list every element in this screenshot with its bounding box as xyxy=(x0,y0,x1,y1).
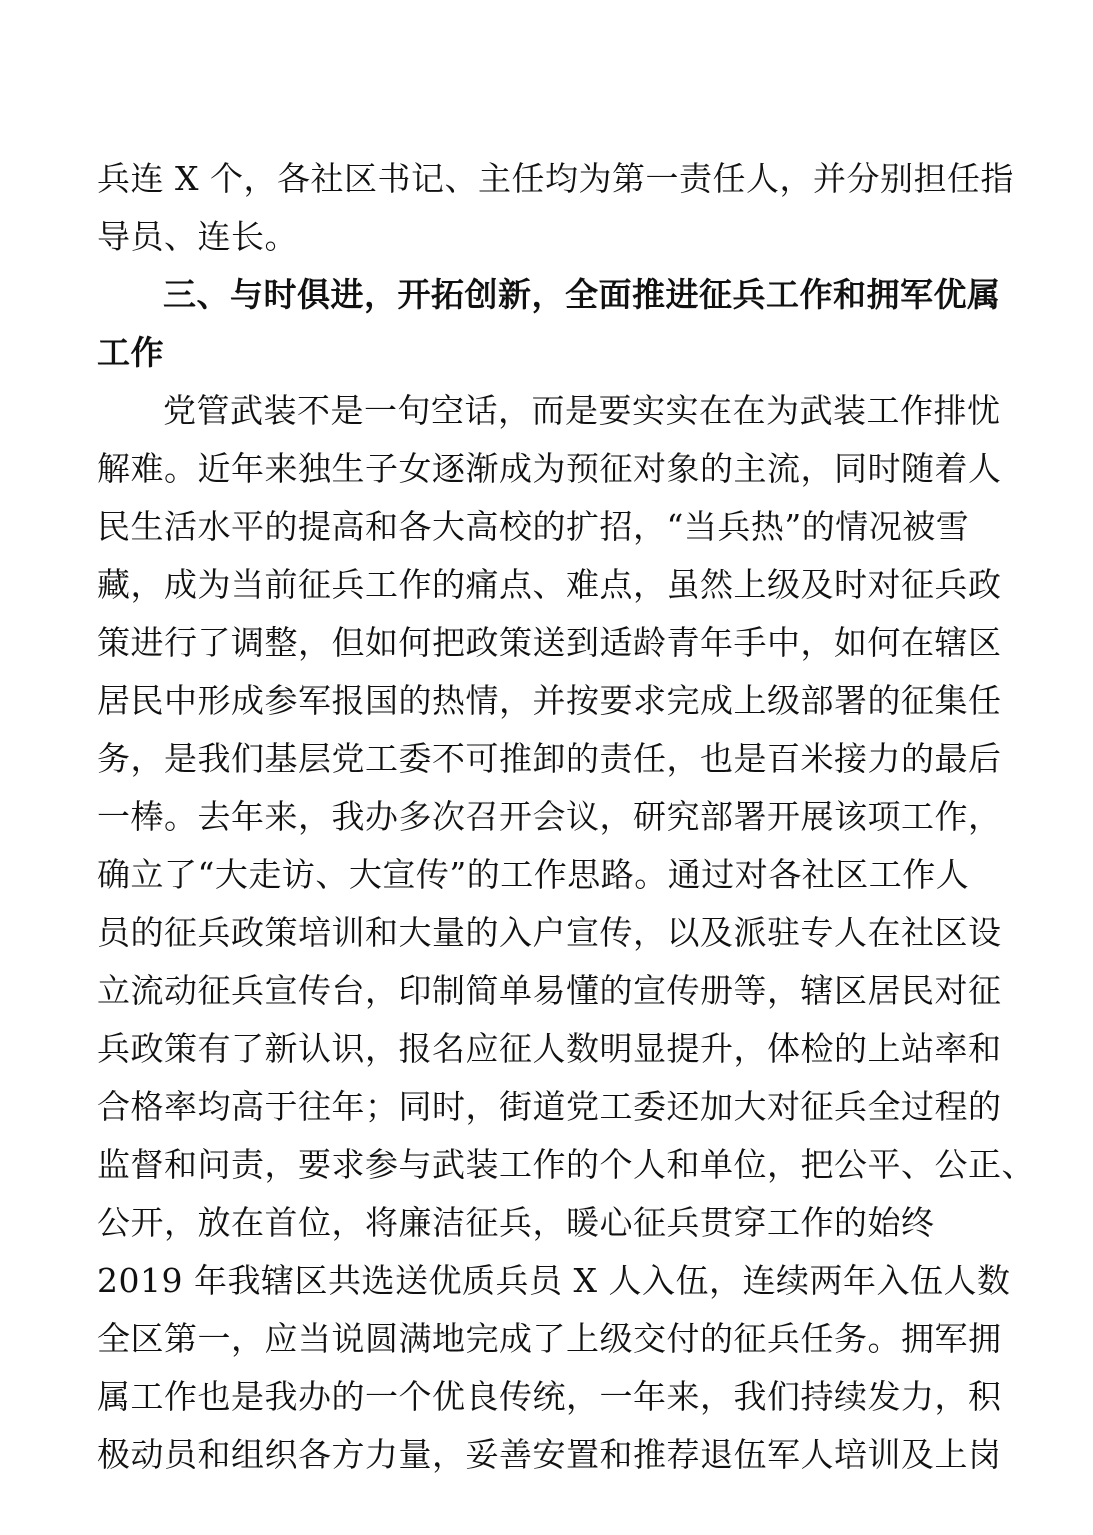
text-line: 立流动征兵宣传台，印制简单易懂的宣传册等，辖区居民对征 xyxy=(97,971,1002,1010)
text-line: 策进行了调整，但如何把政策送到适龄青年手中，如何在辖区 xyxy=(97,623,1002,662)
text-line: 公开，放在首位，将廉洁征兵，暖心征兵贯穿工作的始终 xyxy=(97,1203,935,1242)
section-heading: 三、与时俱进，开拓创新，全面推进征兵工作和拥军优属 xyxy=(163,275,1001,314)
text-line: 导员、连长。 xyxy=(97,217,298,256)
text-line: 监督和问责，要求参与武装工作的个人和单位，把公平、公正、 xyxy=(97,1145,1035,1184)
text-line: 2019 年我辖区共选送优质兵员 X 人入伍，连续两年入伍人数 xyxy=(97,1261,1011,1300)
text-line: 居民中形成参军报国的热情，并按要求完成上级部署的征集任 xyxy=(97,681,1002,720)
text-line: 属工作也是我办的一个优良传统，一年来，我们持续发力，积 xyxy=(97,1377,1002,1416)
body-text xyxy=(97,150,1035,1484)
text-line: 员的征兵政策培训和大量的入户宣传，以及派驻专人在社区设 xyxy=(97,913,1002,952)
text-line: 民生活水平的提高和各大高校的扩招，“当兵热”的情况被雪 xyxy=(97,507,970,546)
text-line: 兵政策有了新认识，报名应征人数明显提升，体检的上站率和 xyxy=(97,1029,1002,1068)
paragraph-first-line: 党管武装不是一句空话，而是要实实在在为武装工作排忧 xyxy=(163,391,1001,430)
text-line: 合格率均高于往年；同时，街道党工委还加大对征兵全过程的 xyxy=(97,1087,1002,1126)
text-line: 全区第一，应当说圆满地完成了上级交付的征兵任务。拥军拥 xyxy=(97,1319,1002,1358)
text-line: 一棒。去年来，我办多次召开会议，研究部署开展该项工作， xyxy=(97,797,1002,836)
text-line: 藏，成为当前征兵工作的痛点、难点，虽然上级及时对征兵政 xyxy=(97,565,1002,604)
section-heading-continued: 工作 xyxy=(97,333,164,372)
text-line: 极动员和组织各方力量，妥善安置和推荐退伍军人培训及上岗 xyxy=(97,1435,1002,1474)
text-line: 解难。近年来独生子女逐渐成为预征对象的主流，同时随着人 xyxy=(97,449,1002,488)
text-line: 确立了“大走访、大宣传”的工作思路。通过对各社区工作人 xyxy=(97,855,970,894)
text-line: 兵连 X 个，各社区书记、主任均为第一责任人，并分别担任指 xyxy=(97,159,1014,198)
text-line: 务，是我们基层党工委不可推卸的责任，也是百米接力的最后 xyxy=(97,739,1002,778)
